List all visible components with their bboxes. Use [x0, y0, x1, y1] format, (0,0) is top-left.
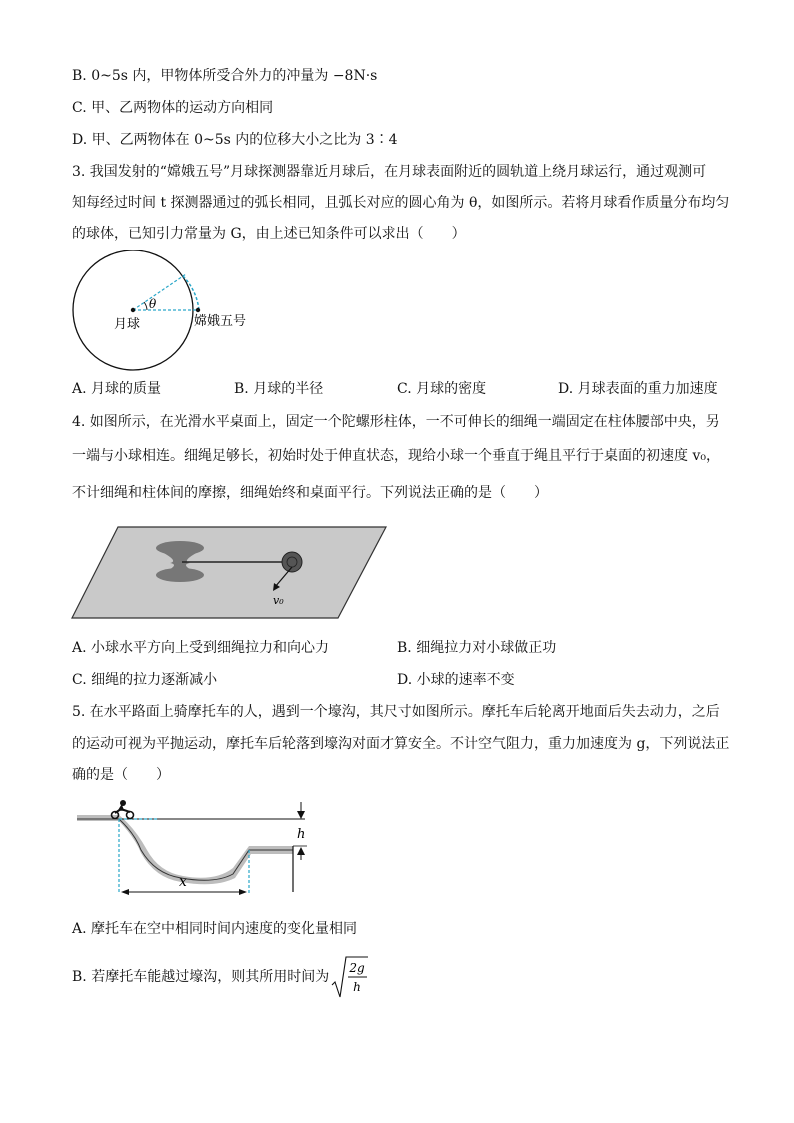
q4-option-c: C. 细绳的拉力逐渐减小 — [72, 672, 218, 688]
h-arrow-top-head — [297, 811, 305, 819]
x-arrow-left — [121, 889, 129, 895]
radius-angled — [133, 274, 186, 310]
q3-option-c: C. 月球的密度 — [397, 381, 487, 397]
q5-option-a: A. 摩托车在空中相同时间内速度的变化量相同 — [72, 921, 358, 937]
h-label: h — [297, 827, 306, 842]
q4-stem-line-2: 一端与小球相连。细绳足够长，初始时处于伸直状态，现给小球一个垂直于绳且平行于桌面的初速度 v₀， — [72, 448, 720, 464]
q5-stem-line-3: 确的是（ ） — [72, 767, 170, 783]
sqrt-denominator: h — [353, 980, 361, 994]
q4-option-d: D. 小球的速率不变 — [397, 672, 515, 688]
theta-label: θ — [149, 297, 157, 311]
angle-arc — [144, 302, 147, 310]
q3-stem-line-1: 3. 我国发射的“嫦娥五号”月球探测器靠近月球后，在月球表面附近的圆轨道上绕月球运行，通过观测可 — [72, 164, 707, 180]
q4-option-b: B. 细绳拉力对小球做正功 — [397, 640, 557, 656]
h-arrow-bottom-head — [297, 847, 305, 855]
moon-label: 月球 — [114, 317, 141, 332]
ditch-figure — [75, 798, 325, 906]
ball — [282, 552, 302, 572]
q3-stem-line-2: 知每经过时间 t 探测器通过的弧长相同，且弧长对应的圆心角为 θ，如图所示。若将月球看作质量分布均匀 — [72, 195, 730, 211]
q4-option-a: A. 小球水平方向上受到细绳拉力和向心力 — [72, 640, 330, 656]
q2-option-c: C. 甲、乙两物体的运动方向相同 — [72, 100, 274, 116]
moon-orbit-figure — [66, 250, 266, 380]
q4-stem-line-3: 不计细绳和柱体间的摩擦，细绳始终和桌面平行。下列说法正确的是（ ） — [72, 485, 548, 501]
q2-option-d: D. 甲、乙两物体在 0~5s 内的位移大小之比为 3∶4 — [72, 132, 398, 148]
table-surface — [72, 527, 386, 618]
q3-option-a: A. 月球的质量 — [72, 381, 162, 397]
q5-stem-line-1: 5. 在水平路面上骑摩托车的人，遇到一个壕沟，其尺寸如图所示。摩托车后轮离开地面后失去动力，之后 — [72, 704, 720, 720]
velocity-label: v₀ — [273, 594, 284, 607]
q3-stem-line-3: 的球体，已知引力常量为 G，由上述已知条件可以求出（ ） — [72, 226, 466, 242]
probe-dot — [196, 308, 200, 312]
q4-stem-line-1: 4. 如图所示，在光滑水平桌面上，固定一个陀螺形柱体，一不可伸长的细绳一端固定在柱体腰部中央，另 — [72, 414, 720, 430]
x-arrow-right — [239, 889, 247, 895]
sqrt-numerator: 2g — [349, 961, 365, 975]
probe-label: 嫦娥五号 — [194, 314, 247, 329]
spinner-bottom — [156, 568, 204, 582]
q3-option-b: B. 月球的半径 — [234, 381, 324, 397]
sqrt-expression — [330, 955, 370, 999]
x-label: x — [179, 874, 187, 890]
table-top-figure — [70, 525, 390, 621]
q5-option-b: B. 若摩托车能越过壕沟，则其所用时间为 — [72, 969, 330, 985]
moon-center-dot — [131, 308, 135, 312]
q5-stem-line-2: 的运动可视为平抛运动，摩托车后轮落到壕沟对面才算安全。不计空气阻力，重力加速度为 g，下列说法正 — [72, 736, 730, 752]
q2-option-b: B. 0~5s 内，甲物体所受合外力的冲量为 −8N·s — [72, 68, 378, 84]
q3-option-d: D. 月球表面的重力加速度 — [558, 381, 718, 397]
